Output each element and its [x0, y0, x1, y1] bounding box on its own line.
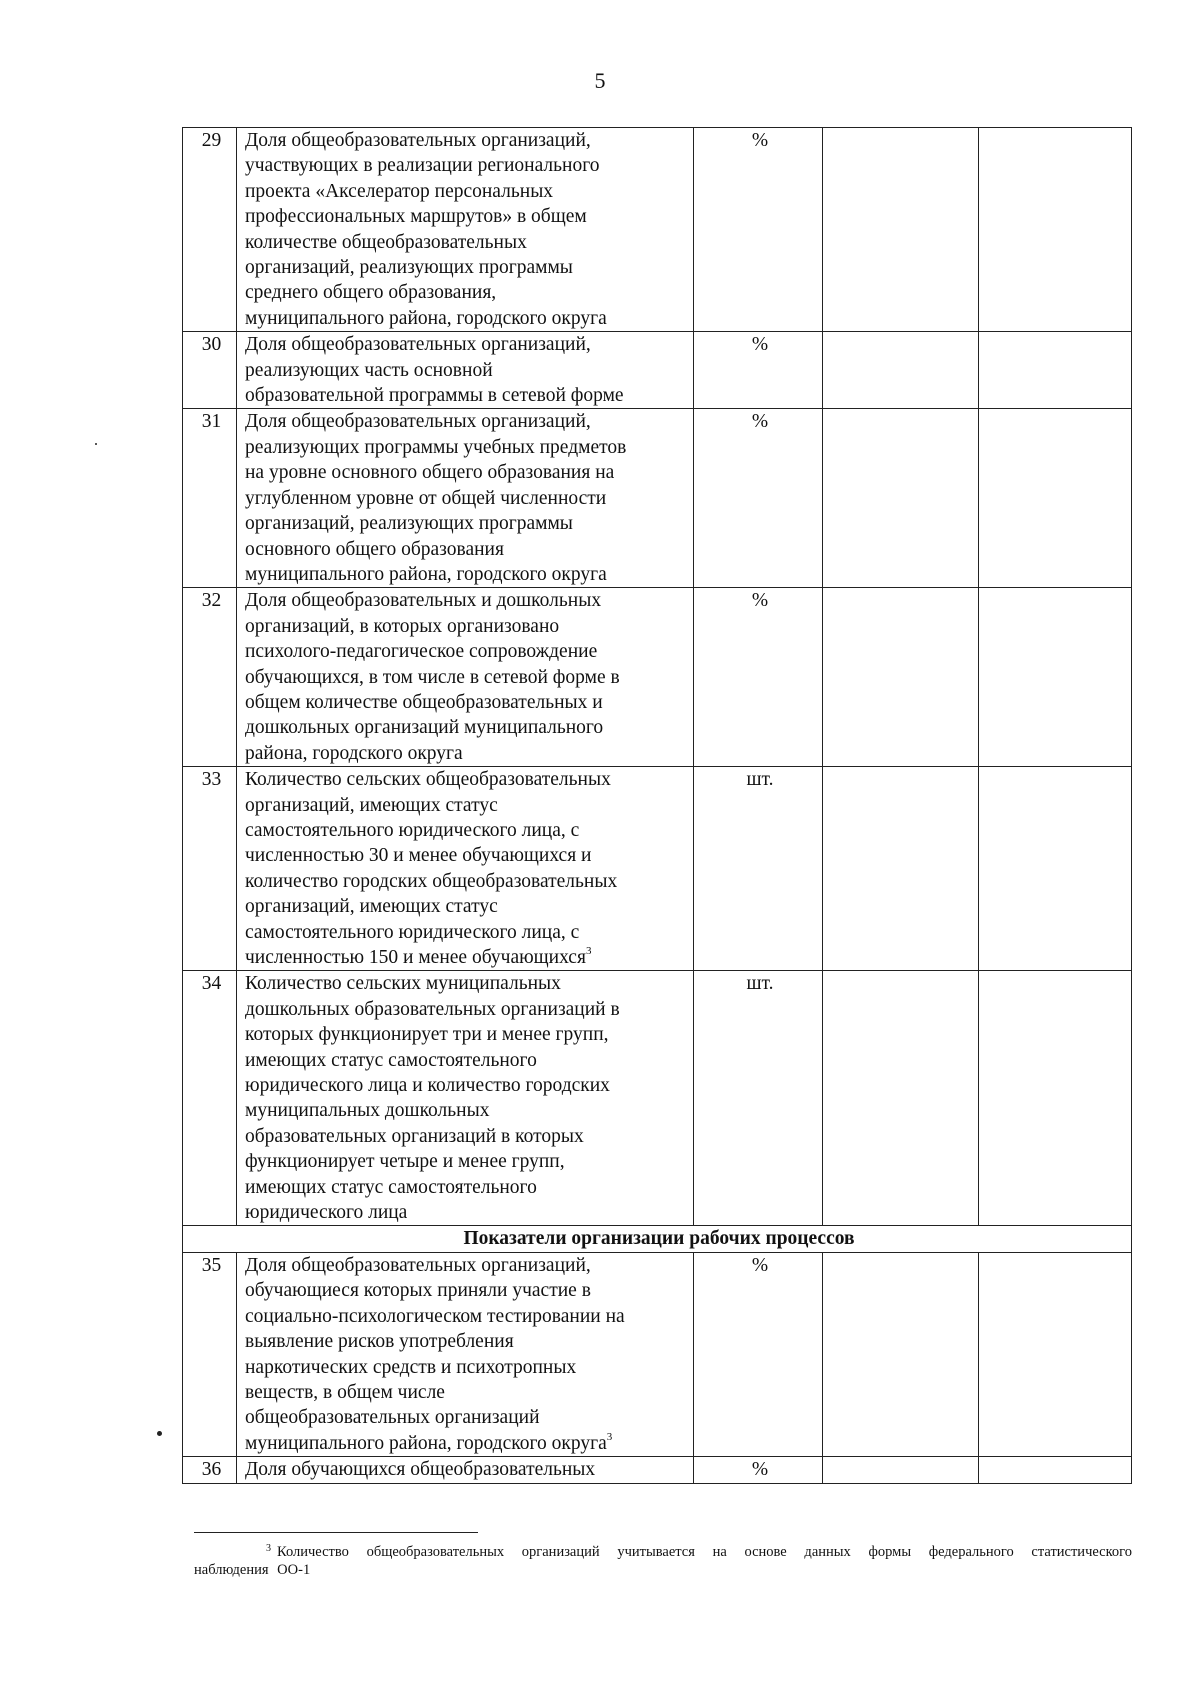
table-row [183, 128, 1132, 332]
indicators-table-body [183, 128, 1132, 1484]
footnote-reference: 3 [606, 1430, 613, 1443]
unit-cell: % [694, 1252, 823, 1456]
value-cell-2 [979, 332, 1132, 409]
footnote-separator [194, 1532, 478, 1533]
unit-cell: шт. [694, 971, 823, 1226]
value-cell-2 [979, 1457, 1132, 1483]
indicator-name-text: Доля общеобразовательных организаций, реализующих часть основной образовательной программы в сетевой форме [245, 334, 624, 407]
row-number: 34 [183, 971, 237, 1226]
indicator-name [237, 128, 694, 332]
table-row [183, 1252, 1132, 1456]
footnote-text: Количество общеобразовательных организаций учитывается на основе данных формы федерального статистического наблюдения ОО-1 [194, 1544, 1132, 1578]
row-number: 35 [183, 1252, 237, 1456]
value-cell-2 [979, 128, 1132, 332]
unit-cell: % [694, 332, 823, 409]
row-number: 32 [183, 588, 237, 767]
value-cell-1 [823, 1252, 979, 1456]
value-cell-1 [823, 971, 979, 1226]
unit-cell: % [694, 588, 823, 767]
scan-speck [157, 1431, 162, 1436]
value-cell-2 [979, 409, 1132, 588]
row-number: 31 [183, 409, 237, 588]
indicator-name [237, 332, 694, 409]
footnote [194, 1543, 1132, 1579]
value-cell-1 [823, 409, 979, 588]
value-cell-2 [979, 1252, 1132, 1456]
indicator-name-text: Доля общеобразовательных организаций, участвующих в реализации регионального проекта «Акселератор персональных профессиональных маршрутов» в общем количестве общеобразовательных организаций, реализующих программы среднего общего образования, муниципального района, городского округа [245, 130, 607, 329]
value-cell-1 [823, 128, 979, 332]
unit-cell: % [694, 409, 823, 588]
value-cell-2 [979, 588, 1132, 767]
indicator-name [237, 971, 694, 1226]
unit-cell: % [694, 1457, 823, 1483]
table-row [183, 588, 1132, 767]
footnote-reference: 3 [585, 945, 592, 957]
value-cell-1 [823, 588, 979, 767]
indicator-name-text: Доля обучающихся общеобразовательных [245, 1459, 596, 1481]
indicator-name-text: Доля общеобразовательных организаций, обучающиеся которых приняли участие в социально-психологическом тестировании на выявление рисков употребления наркотических средств и психотропных веществ, в общем числе общеобразовательных организаций муниципального района, городского округа [245, 1254, 625, 1454]
table-row [183, 767, 1132, 971]
table-row [183, 1457, 1132, 1483]
unit-cell: % [694, 128, 823, 332]
indicator-name-text: Доля общеобразовательных и дошкольных организаций, в которых организовано психолого-педагогическое сопровождение обучающихся, в том числе в сетевой форме в общем количестве общеобразовательных и дошкольных организаций муниципального района, городского округа [245, 590, 620, 764]
indicator-name-text: Доля общеобразовательных организаций, реализующих программы учебных предметов на уровне основного общего образования на углубленном уровне от общей численности организаций, реализующих программы основного общего образования муниципального района, городского округа [245, 411, 627, 585]
row-number: 36 [183, 1457, 237, 1483]
row-number: 30 [183, 332, 237, 409]
scan-speck [95, 443, 97, 445]
indicators-table [182, 127, 1132, 1484]
unit-cell: шт. [694, 767, 823, 971]
indicator-name-text: Количество сельских муниципальных дошкольных образовательных организаций в которых функционирует три и менее групп, имеющих статус самостоятельного юридического лица и количество городских муниципальных дошкольных образовательных организаций в которых функционирует четыре и менее групп, имеющих статус самостоятельного юридического лица [245, 973, 620, 1224]
page-number: 5 [594, 68, 606, 93]
footnote-mark: 3 [266, 1543, 271, 1554]
value-cell-2 [979, 767, 1132, 971]
indicator-name [237, 409, 694, 588]
row-number: 33 [183, 767, 237, 971]
table-row [183, 332, 1132, 409]
value-cell-1 [823, 332, 979, 409]
value-cell-1 [823, 767, 979, 971]
indicator-name [237, 588, 694, 767]
table-row [183, 971, 1132, 1226]
indicator-name [237, 767, 694, 971]
value-cell-1 [823, 1457, 979, 1483]
row-number: 29 [183, 128, 237, 332]
indicator-name-text: Количество сельских общеобразовательных организаций, имеющих статус самостоятельного юридического лица, с численностью 30 и менее обучающихся и количество городских общеобразовательных организаций, имеющих статус самостоятельного юридического лица, с численностью 150 и менее обучающихся [245, 769, 618, 968]
section-title: Показатели организации рабочих процессов [183, 1226, 1132, 1252]
table-row [183, 409, 1132, 588]
indicator-name [237, 1457, 694, 1483]
indicator-name [237, 1252, 694, 1456]
section-header-row [183, 1226, 1132, 1252]
value-cell-2 [979, 971, 1132, 1226]
